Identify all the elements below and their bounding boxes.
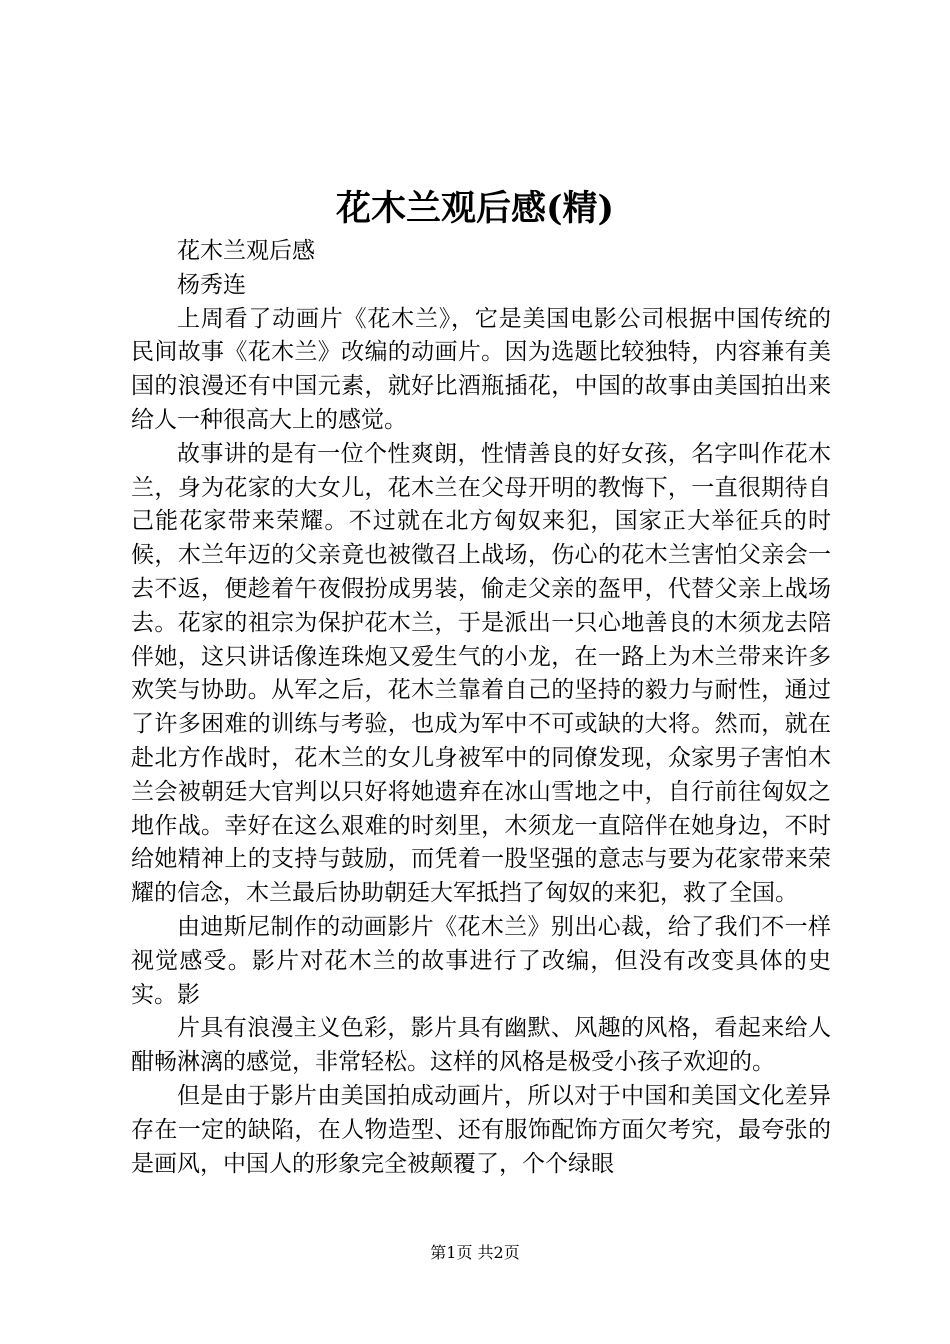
paragraph: 上周看了动画片《花木兰》，它是美国电影公司根据中国传统的民间故事《花木兰》改编的动画片。因为选题比较独特，内容兼有美国的浪漫还有中国元素，就好比酒瓶插花，中国的故事由美国拍出来给人一种很高大上的感觉。 (131, 305, 831, 433)
paragraph: 但是由于影片由美国拍成动画片，所以对于中国和美国文化差异存在一定的缺陷，在人物造型、还有服饰配饰方面欠考究，最夸张的是画风，中国人的形象完全被颠覆了，个个绿眼 (131, 1082, 831, 1177)
paragraph-subtitle: 花木兰观后感 (177, 238, 315, 264)
page-number-footer: 第1页 共2页 (430, 1243, 520, 1262)
document-title: 花木兰观后感(精) (335, 188, 615, 229)
paragraph: 由迪斯尼制作的动画影片《花木兰》别出心裁，给了我们不一样视觉感受。影片对花木兰的故事进行了改编，但没有改变具体的史实。影 (131, 913, 831, 1008)
paragraph: 片具有浪漫主义色彩，影片具有幽默、风趣的风格，看起来给人酣畅淋漓的感觉，非常轻松。这样的风格是极受小孩子欢迎的。 (131, 1015, 831, 1076)
paragraph-author: 杨秀连 (177, 271, 246, 298)
document-body (131, 235, 831, 1181)
paragraph: 故事讲的是有一位个性爽朗，性情善良的好女孩，名字叫作花木兰，身为花家的大女儿，花木兰在父母开明的教悔下，一直很期待自己能花家带来荣耀。不过就在北方匈奴来犯，国家正大举征兵的时候，木兰年迈的父亲竟也被徵召上战场，伤心的花木兰害怕父亲会一去不返，便趁着午夜假扮成男装，偷走父亲的盔甲，代替父亲上战场去。花家的祖宗为保护花木兰，于是派出一只心地善良的木须龙去陪伴她，这只讲话像连珠炮又爱生气的小龙，在一路上为木兰带来许多欢笑与协助。从军之后，花木兰靠着自己的坚持的毅力与耐性，通过了许多困难的训练与考验，也成为军中不可或缺的大将。然而，就在赴北方作战时，花木兰的女儿身被军中的同僚发现，众家男子害怕木兰会被朝廷大官判以只好将她遗弃在冰山雪地之中，自行前往匈奴之地作战。幸好在这么艰难的时刻里，木须龙一直陪伴在她身边，不时给她精神上的支持与鼓励，而凭着一股坚强的意志与要为花家带来荣耀的信念，木兰最后协助朝廷大军抵挡了匈奴的来犯，救了全国。 (131, 440, 831, 907)
